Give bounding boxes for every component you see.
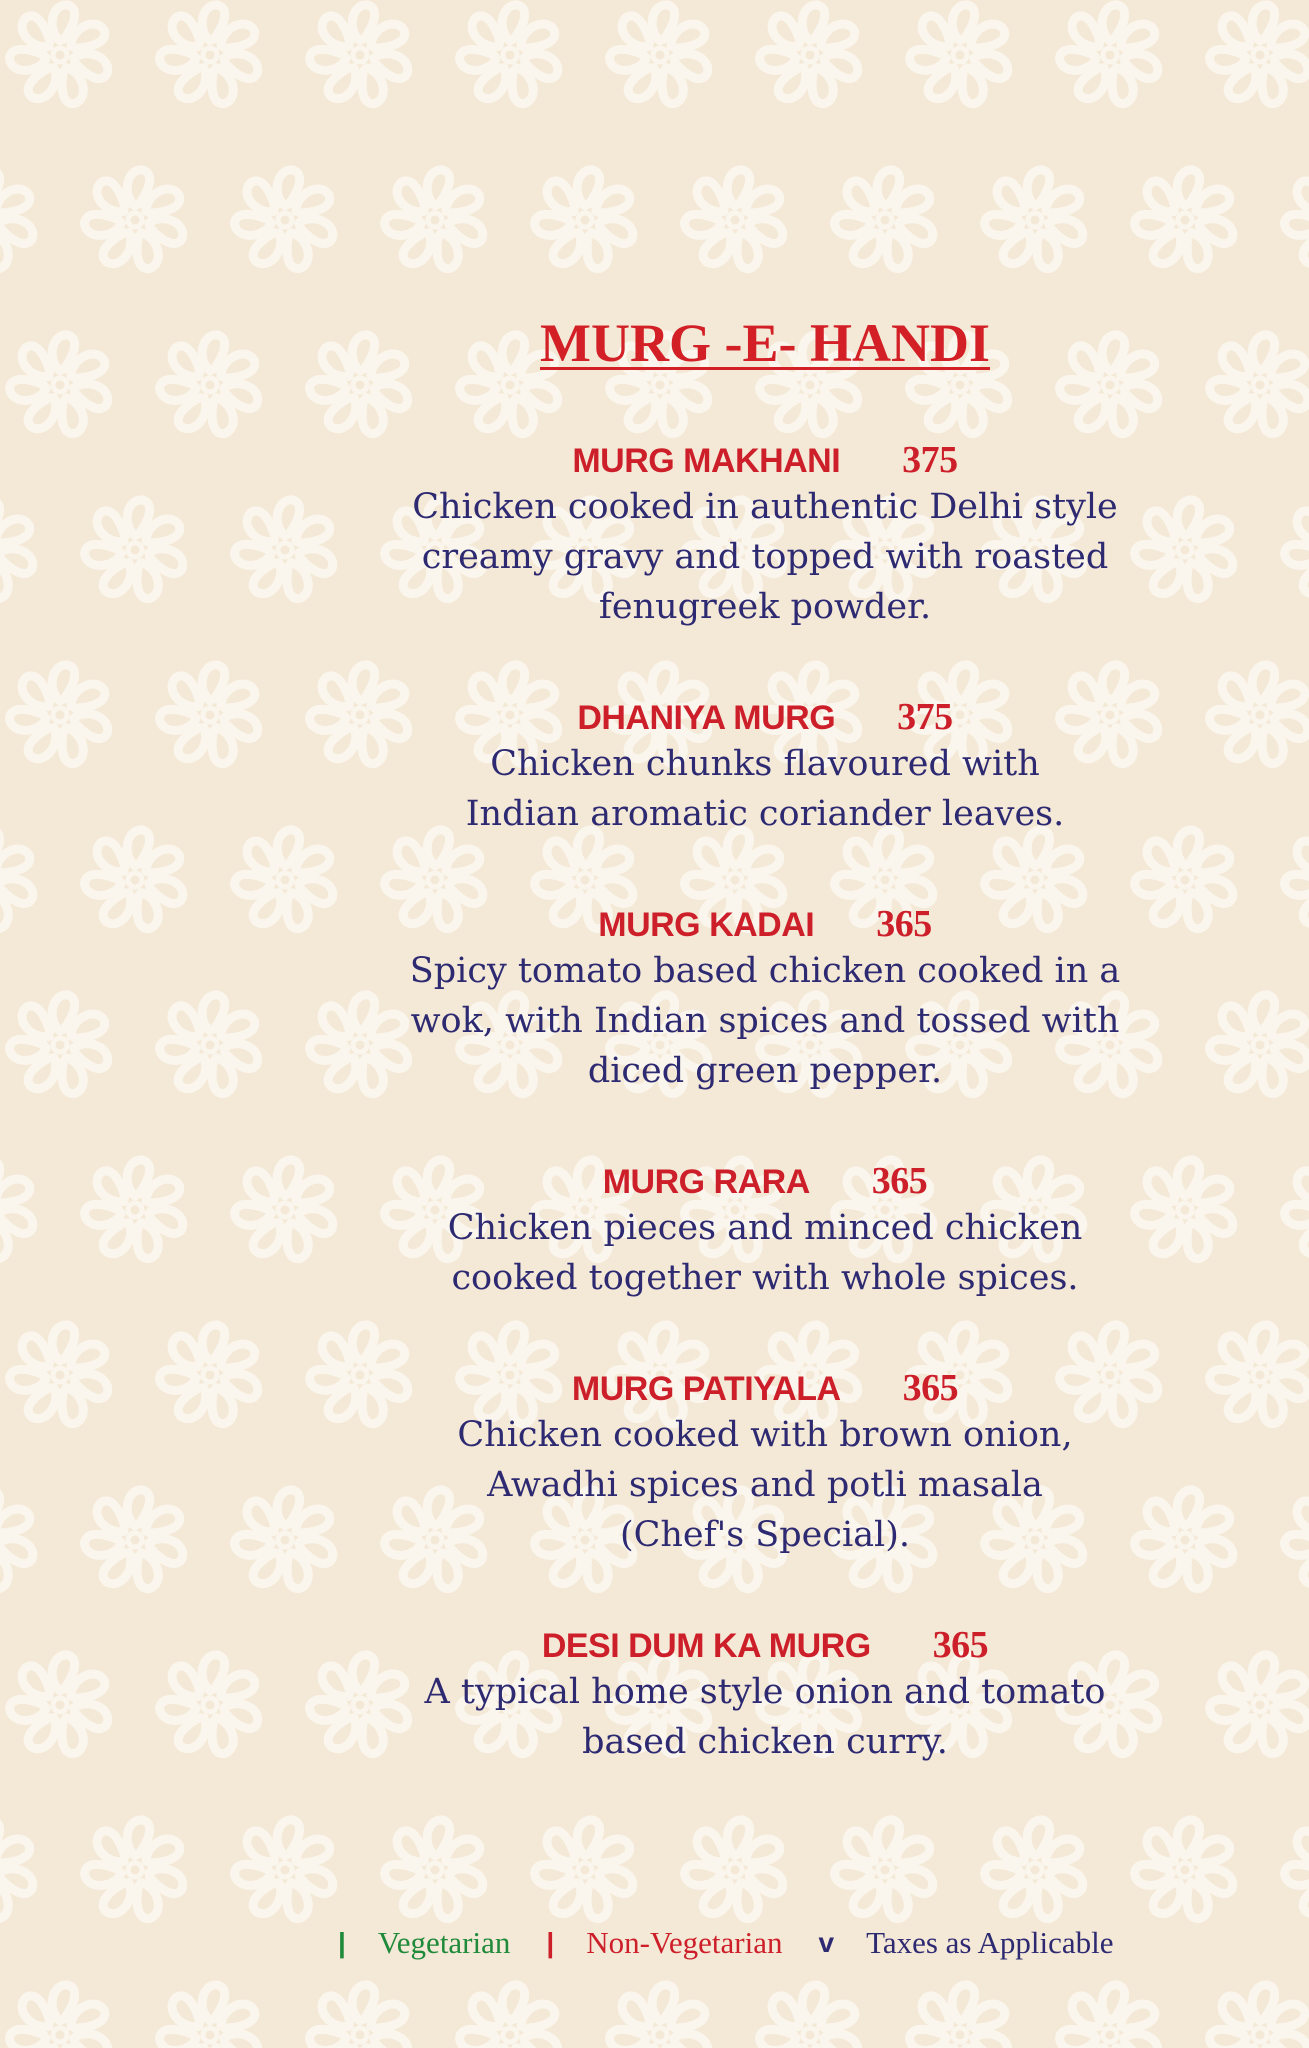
menu-item-description: Chicken pieces and minced chicken cooked together with whole spices. (447, 1208, 1083, 1298)
menu-item-price: 375 (902, 439, 958, 481)
menu-item (315, 695, 1215, 839)
menu-item-description: Chicken cooked with brown onion, Awadhi spices and potli masala (Chef's Special). (457, 1415, 1073, 1555)
legend-footer (338, 1921, 1114, 1965)
menu-item-header (315, 1366, 1215, 1410)
menu-item-price: 365 (871, 1160, 928, 1202)
menu-item (315, 1623, 1215, 1767)
menu-item-list (315, 438, 1215, 1830)
nonveg-label: Non-Vegetarian (586, 1925, 783, 1960)
menu-item-header (315, 1623, 1215, 1667)
menu-item-name: MURG MAKHANI (572, 442, 841, 480)
menu-item-name: MURG PATIYALA (571, 1370, 841, 1408)
menu-item-name: MURG KADAI (598, 906, 815, 944)
menu-item-price: 365 (876, 903, 932, 945)
menu-item-description: A typical home style onion and tomato based chicken curry. (424, 1672, 1106, 1762)
menu-item-name: DHANIYA MURG (577, 699, 836, 737)
tax-label: Taxes as Applicable (866, 1925, 1114, 1960)
menu-item (315, 1366, 1215, 1560)
menu-item (315, 1159, 1215, 1303)
menu-item-price: 375 (897, 696, 953, 738)
menu-item (315, 438, 1215, 632)
menu-item-description: Chicken chunks flavoured with Indian aromatic coriander leaves. (465, 744, 1065, 834)
menu-item-header (315, 438, 1215, 482)
tax-symbol-icon: v (818, 1927, 835, 1958)
menu-item-price: 365 (932, 1624, 989, 1666)
menu-item-header (315, 1159, 1215, 1203)
veg-label: Vegetarian (377, 1925, 511, 1960)
menu-item-description: Chicken cooked in authentic Delhi style creamy gravy and topped with roasted fenugreek powder. (412, 487, 1118, 627)
menu-item (315, 902, 1215, 1096)
menu-item-name: MURG RARA (602, 1163, 810, 1201)
menu-item-price: 365 (902, 1367, 959, 1409)
nonveg-symbol-icon: | (546, 1927, 555, 1958)
menu-item-header (315, 902, 1215, 946)
menu-item-header (315, 695, 1215, 739)
menu-item-name: DESI DUM KA MURG (541, 1627, 871, 1665)
menu-item-description: Spicy tomato based chicken cooked in a wok, with Indian spices and tossed with diced green pepper. (409, 951, 1121, 1091)
veg-symbol-icon: | (338, 1927, 346, 1958)
menu-section-title: MURG -E- HANDI (540, 313, 990, 373)
